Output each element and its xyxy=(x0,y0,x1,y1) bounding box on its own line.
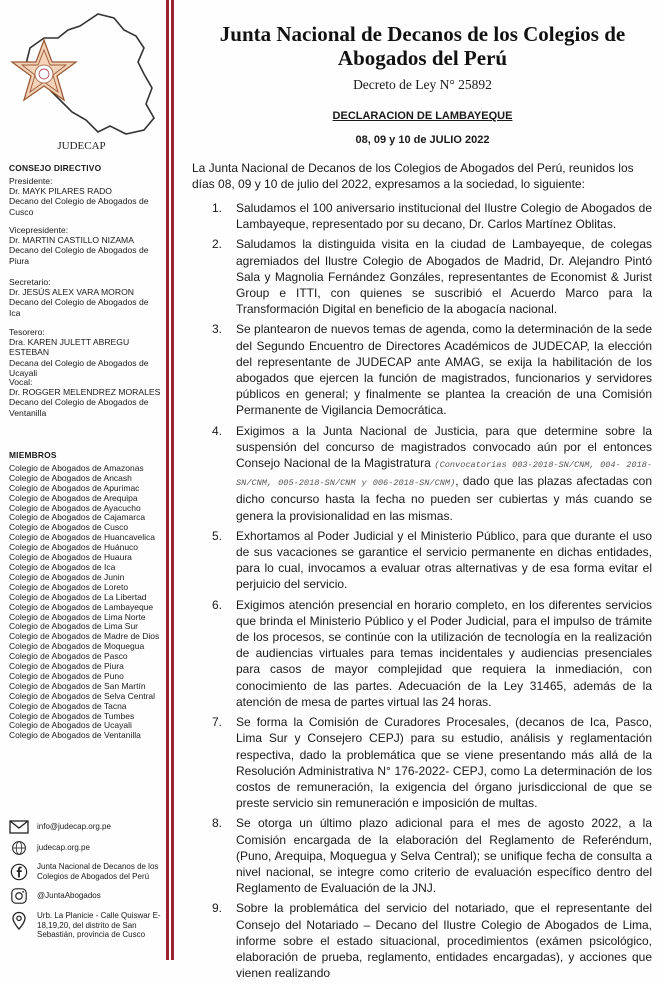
member-item: Colegio de Abogados de Huaura xyxy=(9,552,132,563)
council-name: Dr. MARTIN CASTILLO NIZAMA xyxy=(9,235,134,246)
sidebar xyxy=(0,0,163,960)
council-heading xyxy=(9,163,161,173)
item-number: 3. xyxy=(212,322,223,337)
item-number: 6. xyxy=(212,597,223,612)
council-role: Vocal: xyxy=(9,377,33,387)
item-number: 5. xyxy=(212,528,223,543)
member-item: Colegio de Abogados de Cusco xyxy=(9,522,129,533)
member-item: Colegio de Abogados de Ica xyxy=(9,561,116,572)
council-vicepresident xyxy=(9,225,161,266)
item-text: Saludamos la distinguida visita en la ciudad de Lambayeque, de colegas agremiados del Ilustre Colegio de Abogados de Madrid, Dr. Alejandro Pintó Sala y Magnolia Fernández Gonzáles, representantes de Economist & Jurist Group e ITTI, con quienes se suscribió el Acuerdo Marco para la Transformación Digital en beneficio de la abogacía nacional. xyxy=(236,237,652,317)
logo-name: JUDECAP xyxy=(57,140,106,152)
member-item: Colegio de Abogados de Selva Central xyxy=(9,690,156,701)
contact-web[interactable] xyxy=(9,840,163,856)
council-vocal xyxy=(9,377,161,418)
contact-facebook-text: Junta Nacional de Decanos de los Colegios de Abogados del Perú xyxy=(37,862,159,881)
contact-address xyxy=(9,911,163,940)
item-text: Exigimos a la Junta Nacional de Justicia, para que determine sobre la suspensión del concurso de magistrados convocado aún por el entonces Consejo Nacional de la Magistratura xyxy=(236,423,652,471)
item-text: Se otorga un último plazo adicional para el mes de agosto 2022, a la Comisión encargada de la elaboración del Reglamento de Referéndum, (Puno, Arequipa, Moquegua y Selva Central); se unifique fecha de consulta a nivel nacional, se integre como criterio de evaluación específico dentro del Reglamento de Evaluación de la JNJ. xyxy=(236,816,652,896)
member-item: Colegio de Abogados de Puno xyxy=(9,670,124,681)
member-item: Colegio de Abogados de Lima Sur xyxy=(9,621,139,632)
declaration-title: DECLARACION DE LAMBAYEQUE xyxy=(332,110,513,122)
council-secretary xyxy=(9,277,161,318)
declaration-item xyxy=(212,528,652,593)
divider-line xyxy=(171,0,174,960)
item-number: 7. xyxy=(212,715,223,730)
item-text: Exhortamos al Poder Judicial y el Ministerio Público, para que durante el uso de sus vacaciones se garantice el servicio permanente en dichas entidades, para lo cual, invocamos a evaluar otras alternativas y de esa forma evitar el perjuicio del servicio. xyxy=(236,528,652,592)
council-name: Dra. KAREN JULETT ABREGU ESTEBAN xyxy=(9,337,130,358)
council-org: Decano del Colegio de Abogados de Piura xyxy=(9,245,149,266)
item-text: Saludamos el 100 aniversario institucional del Ilustre Colegio de Abogados de Lambayeque, representado por su decano, Dr. Carlos Martínez Oblitas. xyxy=(236,201,652,232)
member-item: Colegio de Abogados de Arequipa xyxy=(9,492,138,503)
member-item: Colegio de Abogados de Apurimac xyxy=(9,482,140,493)
member-item: Colegio de Abogados de Amazonas xyxy=(9,462,144,473)
contact-facebook[interactable] xyxy=(9,862,163,881)
council-heading-text: CONSEJO DIRECTIVO xyxy=(9,163,102,173)
member-item: Colegio de Abogados de Huánuco xyxy=(9,542,139,553)
item-number: 2. xyxy=(212,237,223,252)
member-item: Colegio de Abogados de Tacna xyxy=(9,700,127,711)
judecap-logo xyxy=(6,8,158,140)
council-org: Decano del Colegio de Abogados de Ica xyxy=(9,297,149,318)
council-role: Secretario: xyxy=(9,277,51,287)
member-item: Colegio de Abogados de Lambayeque xyxy=(9,601,154,612)
member-item: Colegio de Abogados de Cajamarca xyxy=(9,512,146,523)
contact-web-text: judecap.org.pe xyxy=(37,843,90,853)
member-item: Colegio de Abogados de La Libertad xyxy=(9,591,147,602)
declaration-item xyxy=(212,321,652,418)
location-pin-icon xyxy=(9,911,29,931)
item-number: 9. xyxy=(212,901,223,916)
member-item: Colegio de Abogados de Junin xyxy=(9,571,125,582)
council-name: Dr. JESÚS ALEX VARA MORON xyxy=(9,287,134,298)
declaration-item xyxy=(212,423,652,524)
council-org: Decana del Colegio de Abogados de Ucayali xyxy=(9,357,149,378)
council-role: Presidente: xyxy=(9,176,53,186)
council-role: Vicepresidente: xyxy=(9,225,69,235)
contact-instagram-text: @JuntaAbogados xyxy=(37,891,101,901)
item-text: Se forma la Comisión de Curadores Procesales, (decanos de Ica, Pasco, Lima Sur y Consejero CEPJ) para su estudio, análisis y reglamentación respectiva, dado la problemática que se viene presentando más allá de la Resolución Administrativa N° 176-2022- CEPJ, como La determinación de los costos de remuneración, la exigencia del órgano jurisdiccional de que se preste servicio sin remuneración e imposición de multas. xyxy=(236,715,652,811)
mail-icon xyxy=(9,820,29,834)
member-item: Colegio de Abogados de Tumbes xyxy=(9,710,135,721)
contact-email[interactable] xyxy=(9,820,163,834)
item-text: Sobre la problemática del servicio del notariado, que el representante del Consejo del Notariado – Decano del Ilustre Colegio de Abogados de Lima, informe sobre el estado situacional, procedimientos (exámen psicológico, elaboración de prueba, reglamento, entidades encargadas), y acciones que vienen realizando xyxy=(236,901,652,981)
page-title: Junta Nacional de Decanos de los Colegios de Abogados del Perú xyxy=(219,22,626,70)
decree-line: Decreto de Ley N° 25892 xyxy=(353,77,492,92)
item-number: 1. xyxy=(212,201,223,215)
council-org: Decano del Colegio de Abogados de Cusco xyxy=(9,196,149,217)
declaration-date: 08, 09 y 10 de JULIO 2022 xyxy=(355,134,490,146)
declaration-item xyxy=(212,597,652,710)
member-item: Colegio de Abogados de Ayacucho xyxy=(9,502,141,513)
member-item: Colegio de Abogados de Piura xyxy=(9,661,124,672)
members-list xyxy=(9,451,161,741)
member-item: Colegio de Abogados de Madre de Dios xyxy=(9,631,160,642)
member-item: Colegio de Abogados de Lima Norte xyxy=(9,611,146,622)
member-item: Colegio de Abogados de Ancash xyxy=(9,472,132,483)
member-item: Colegio de Abogados de Loreto xyxy=(9,581,129,592)
members-heading: MIEMBROS xyxy=(9,450,57,460)
declaration-intro: La Junta Nacional de Decanos de los Colegios de Abogados del Perú, reunidos los días 08, 09 y 10 de julio del 2022, expresamos a la sociedad, lo siguiente: xyxy=(192,161,634,192)
star-emblem-icon xyxy=(12,40,76,100)
member-item: Colegio de Abogados de Huancavelica xyxy=(9,532,156,543)
item-text: , dado que las plazas afectadas con dicho concurso hasta la fecha no pueden ser cubiertas y más cuando se genera la provisionalidad en las mismas. xyxy=(236,474,652,523)
facebook-icon xyxy=(9,863,29,881)
item-text: Se plantearon de nuevos temas de agenda, como la determinación de la sede del Segundo Encuentro de Directores Académicos de JUDECAP, la elección del representante de JUDECAP ante AMAG, se exija la habilitación de los abogados que ejercen la función de magistrados, funcionarios y servidores públicos en general; y finalmente se plantea la creación de una Comisión Permanente de Vigilancia Democrática. xyxy=(236,322,652,418)
declaration-item xyxy=(212,200,652,232)
council-name: Dr. ROGGER MELENDREZ MORALES xyxy=(9,387,161,398)
member-item: Colegio de Abogados de Ucayali xyxy=(9,720,132,731)
council-name: Dr. MAYK PILARES RADO xyxy=(9,186,112,197)
instagram-icon xyxy=(9,887,29,905)
item-text: Exigimos atención presencial en horario completo, en los diferentes servicios que brinda el Ministerio Público y el Poder Judicial, para el impulso de trámite de los procesos, se continúe con la utilización de tecnología en la realización de audiencias virtuales para temas incidentales y audiencias presenciales para casos de mayor complejidad que requiera la inmediación, con conocimiento de las partes. Adecuación de la Ley 31465, además de la atención de mesa de partes virtual las 24 horas. xyxy=(236,597,652,709)
item-number: 4. xyxy=(212,423,223,438)
contact-instagram[interactable] xyxy=(9,887,163,905)
council-org: Decano del Colegio de Abogados de Ventanilla xyxy=(9,397,149,418)
council-treasurer xyxy=(9,327,161,378)
member-item: Colegio de Abogados de San Martín xyxy=(9,680,146,691)
member-item: Colegio de Abogados de Pasco xyxy=(9,651,128,662)
declaration-item xyxy=(212,900,652,981)
declaration-item xyxy=(212,714,652,811)
declaration-item xyxy=(212,815,652,896)
divider-line xyxy=(166,0,169,960)
declaration-item xyxy=(212,236,652,317)
contact-block xyxy=(9,820,163,946)
declaration-items xyxy=(212,200,652,985)
council-president xyxy=(9,176,161,217)
item-number: 8. xyxy=(212,816,223,831)
contact-address-text: Urb. La Planicie - Calle Quiswar E- 18,19,20, del distrito de San Sebastián, provincia de Cusco xyxy=(37,911,161,939)
council-role: Tesorero: xyxy=(9,327,45,337)
contact-email-text: info@judecap.org.pe xyxy=(37,822,111,832)
member-item: Colegio de Abogados de Ventanilla xyxy=(9,730,141,741)
item-reference: (Convocatorias 003-2018-SN/CNM, 004- 2018-SN/CNM, 005-2018-SN/CNM y 006-2018-SN/CNM) xyxy=(236,460,652,489)
member-item: Colegio de Abogados de Moquegua xyxy=(9,641,145,652)
globe-icon xyxy=(9,840,29,856)
